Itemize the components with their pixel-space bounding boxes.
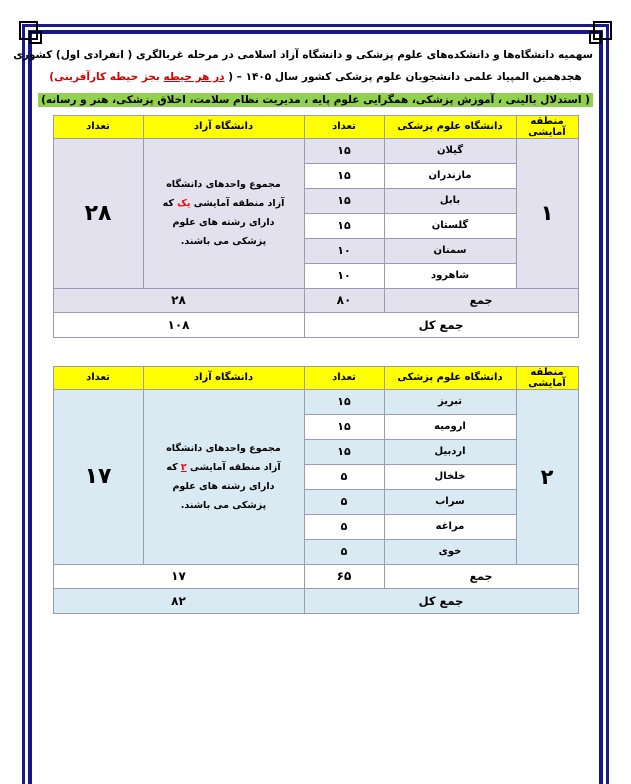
azad-note-highlight: ۲: [180, 461, 187, 473]
sum-azad-value: ۲۸: [53, 288, 304, 312]
column-header-medical-university: دانشگاه علوم پزشکی: [384, 366, 516, 389]
column-header-region: منطقه آمایشی: [516, 115, 578, 138]
azad-note-before: مجموع واحدهای دانشگاه آزاد منطقه آمایشی: [166, 442, 281, 473]
university-name-cell: مازندران: [384, 163, 516, 188]
university-count-cell: ۱۵: [304, 213, 384, 238]
azad-note-highlight: یک: [177, 198, 191, 210]
university-name-cell: گیلان: [384, 138, 516, 163]
title-line-3: [38, 91, 593, 111]
title-line-1: [13, 46, 593, 66]
document-title-block: [13, 38, 597, 115]
university-count-cell: ۱۵: [304, 439, 384, 464]
azad-note-text: [144, 169, 304, 257]
title-line-1-text: سهمیه دانشگاه‌ها و دانشکده‌های علوم پزشکی و دانشگاه آزاد اسلامی در مرحله غربالگری ( انفرادی اول) کشوری: [13, 49, 593, 61]
azad-note-after: که دارای رشته های علوم پزشکی می باشند.: [162, 198, 275, 248]
sum-label: جمع: [384, 288, 578, 312]
title-line-2-part-2-emphasis: در هر حیطه: [163, 70, 225, 83]
grand-total-value: ۸۲: [53, 588, 304, 613]
column-header-azad-count: تعداد: [53, 366, 143, 389]
university-name-cell: سراب: [384, 489, 516, 514]
azad-total-cell: ۱۷: [53, 389, 143, 564]
azad-note-text: [144, 433, 304, 521]
university-count-cell: ۱۵: [304, 389, 384, 414]
grand-total-row: [53, 312, 578, 337]
region-2-table: [53, 366, 579, 614]
column-header-medical-university: دانشگاه علوم پزشکی: [384, 115, 516, 138]
table-spacer: [34, 338, 597, 366]
title-line-2: [38, 68, 593, 88]
sum-row: [53, 564, 578, 588]
grand-total-value: ۱۰۸: [53, 312, 304, 337]
region-1-table: [53, 115, 579, 338]
university-name-cell: گلستان: [384, 213, 516, 238]
table-header-row: [53, 115, 578, 138]
sum-row: [53, 288, 578, 312]
column-header-region: منطقه آمایشی: [516, 366, 578, 389]
title-line-2-part-4: ): [49, 70, 55, 83]
column-header-count: تعداد: [304, 366, 384, 389]
azad-university-note-cell: [143, 389, 304, 564]
azad-note-after: که دارای رشته های علوم پزشکی می باشند.: [166, 461, 275, 511]
title-line-2-part-3: بجز حیطه کارآفرینی: [54, 70, 164, 83]
title-line-3-text: ( استدلال بالینی ، آموزش پزشکی، همگرایی علوم پایه ، مدیریت نظام سلامت، اخلاق پزشکی، هنر و رسانه): [38, 93, 593, 107]
university-count-cell: ۱۵: [304, 188, 384, 213]
table-row: [53, 138, 578, 163]
region-number-cell: ۱: [516, 138, 578, 288]
title-line-2-part-1: هجدهمین المپیاد علمی دانشجویان علوم پزشکی کشور سال ۱۴۰۵ – (: [224, 70, 582, 83]
column-header-azad-count: تعداد: [53, 115, 143, 138]
table-row: [53, 389, 578, 414]
university-name-cell: شاهرود: [384, 263, 516, 288]
region-number-cell: ۲: [516, 389, 578, 564]
university-count-cell: ۱۵: [304, 414, 384, 439]
university-count-cell: ۵: [304, 539, 384, 564]
column-header-count: تعداد: [304, 115, 384, 138]
sum-label: جمع: [384, 564, 578, 588]
university-name-cell: بابل: [384, 188, 516, 213]
university-name-cell: ارومیه: [384, 414, 516, 439]
sum-azad-value: ۱۷: [53, 564, 304, 588]
azad-university-note-cell: [143, 138, 304, 288]
document-body: [13, 38, 597, 614]
column-header-azad-university: دانشگاه آزاد: [143, 115, 304, 138]
azad-total-cell: ۲۸: [53, 138, 143, 288]
column-header-azad-university: دانشگاه آزاد: [143, 366, 304, 389]
university-name-cell: خوی: [384, 539, 516, 564]
azad-note-before: مجموع واحدهای دانشگاه آزاد منطقه آمایشی: [166, 179, 285, 210]
university-name-cell: اردبیل: [384, 439, 516, 464]
grand-total-label: جمع کل: [304, 312, 578, 337]
grand-total-label: جمع کل: [304, 588, 578, 613]
university-count-cell: ۱۰: [304, 238, 384, 263]
grand-total-row: [53, 588, 578, 613]
university-count-cell: ۵: [304, 514, 384, 539]
university-name-cell: تبریز: [384, 389, 516, 414]
university-count-cell: ۵: [304, 464, 384, 489]
table-header-row: [53, 366, 578, 389]
university-count-cell: ۱۵: [304, 163, 384, 188]
university-name-cell: سمنان: [384, 238, 516, 263]
university-count-cell: ۱۰: [304, 263, 384, 288]
university-name-cell: مراغه: [384, 514, 516, 539]
university-count-cell: ۱۵: [304, 138, 384, 163]
university-name-cell: خلخال: [384, 464, 516, 489]
sum-medical-value: ۸۰: [304, 288, 384, 312]
sum-medical-value: ۶۵: [304, 564, 384, 588]
university-count-cell: ۵: [304, 489, 384, 514]
